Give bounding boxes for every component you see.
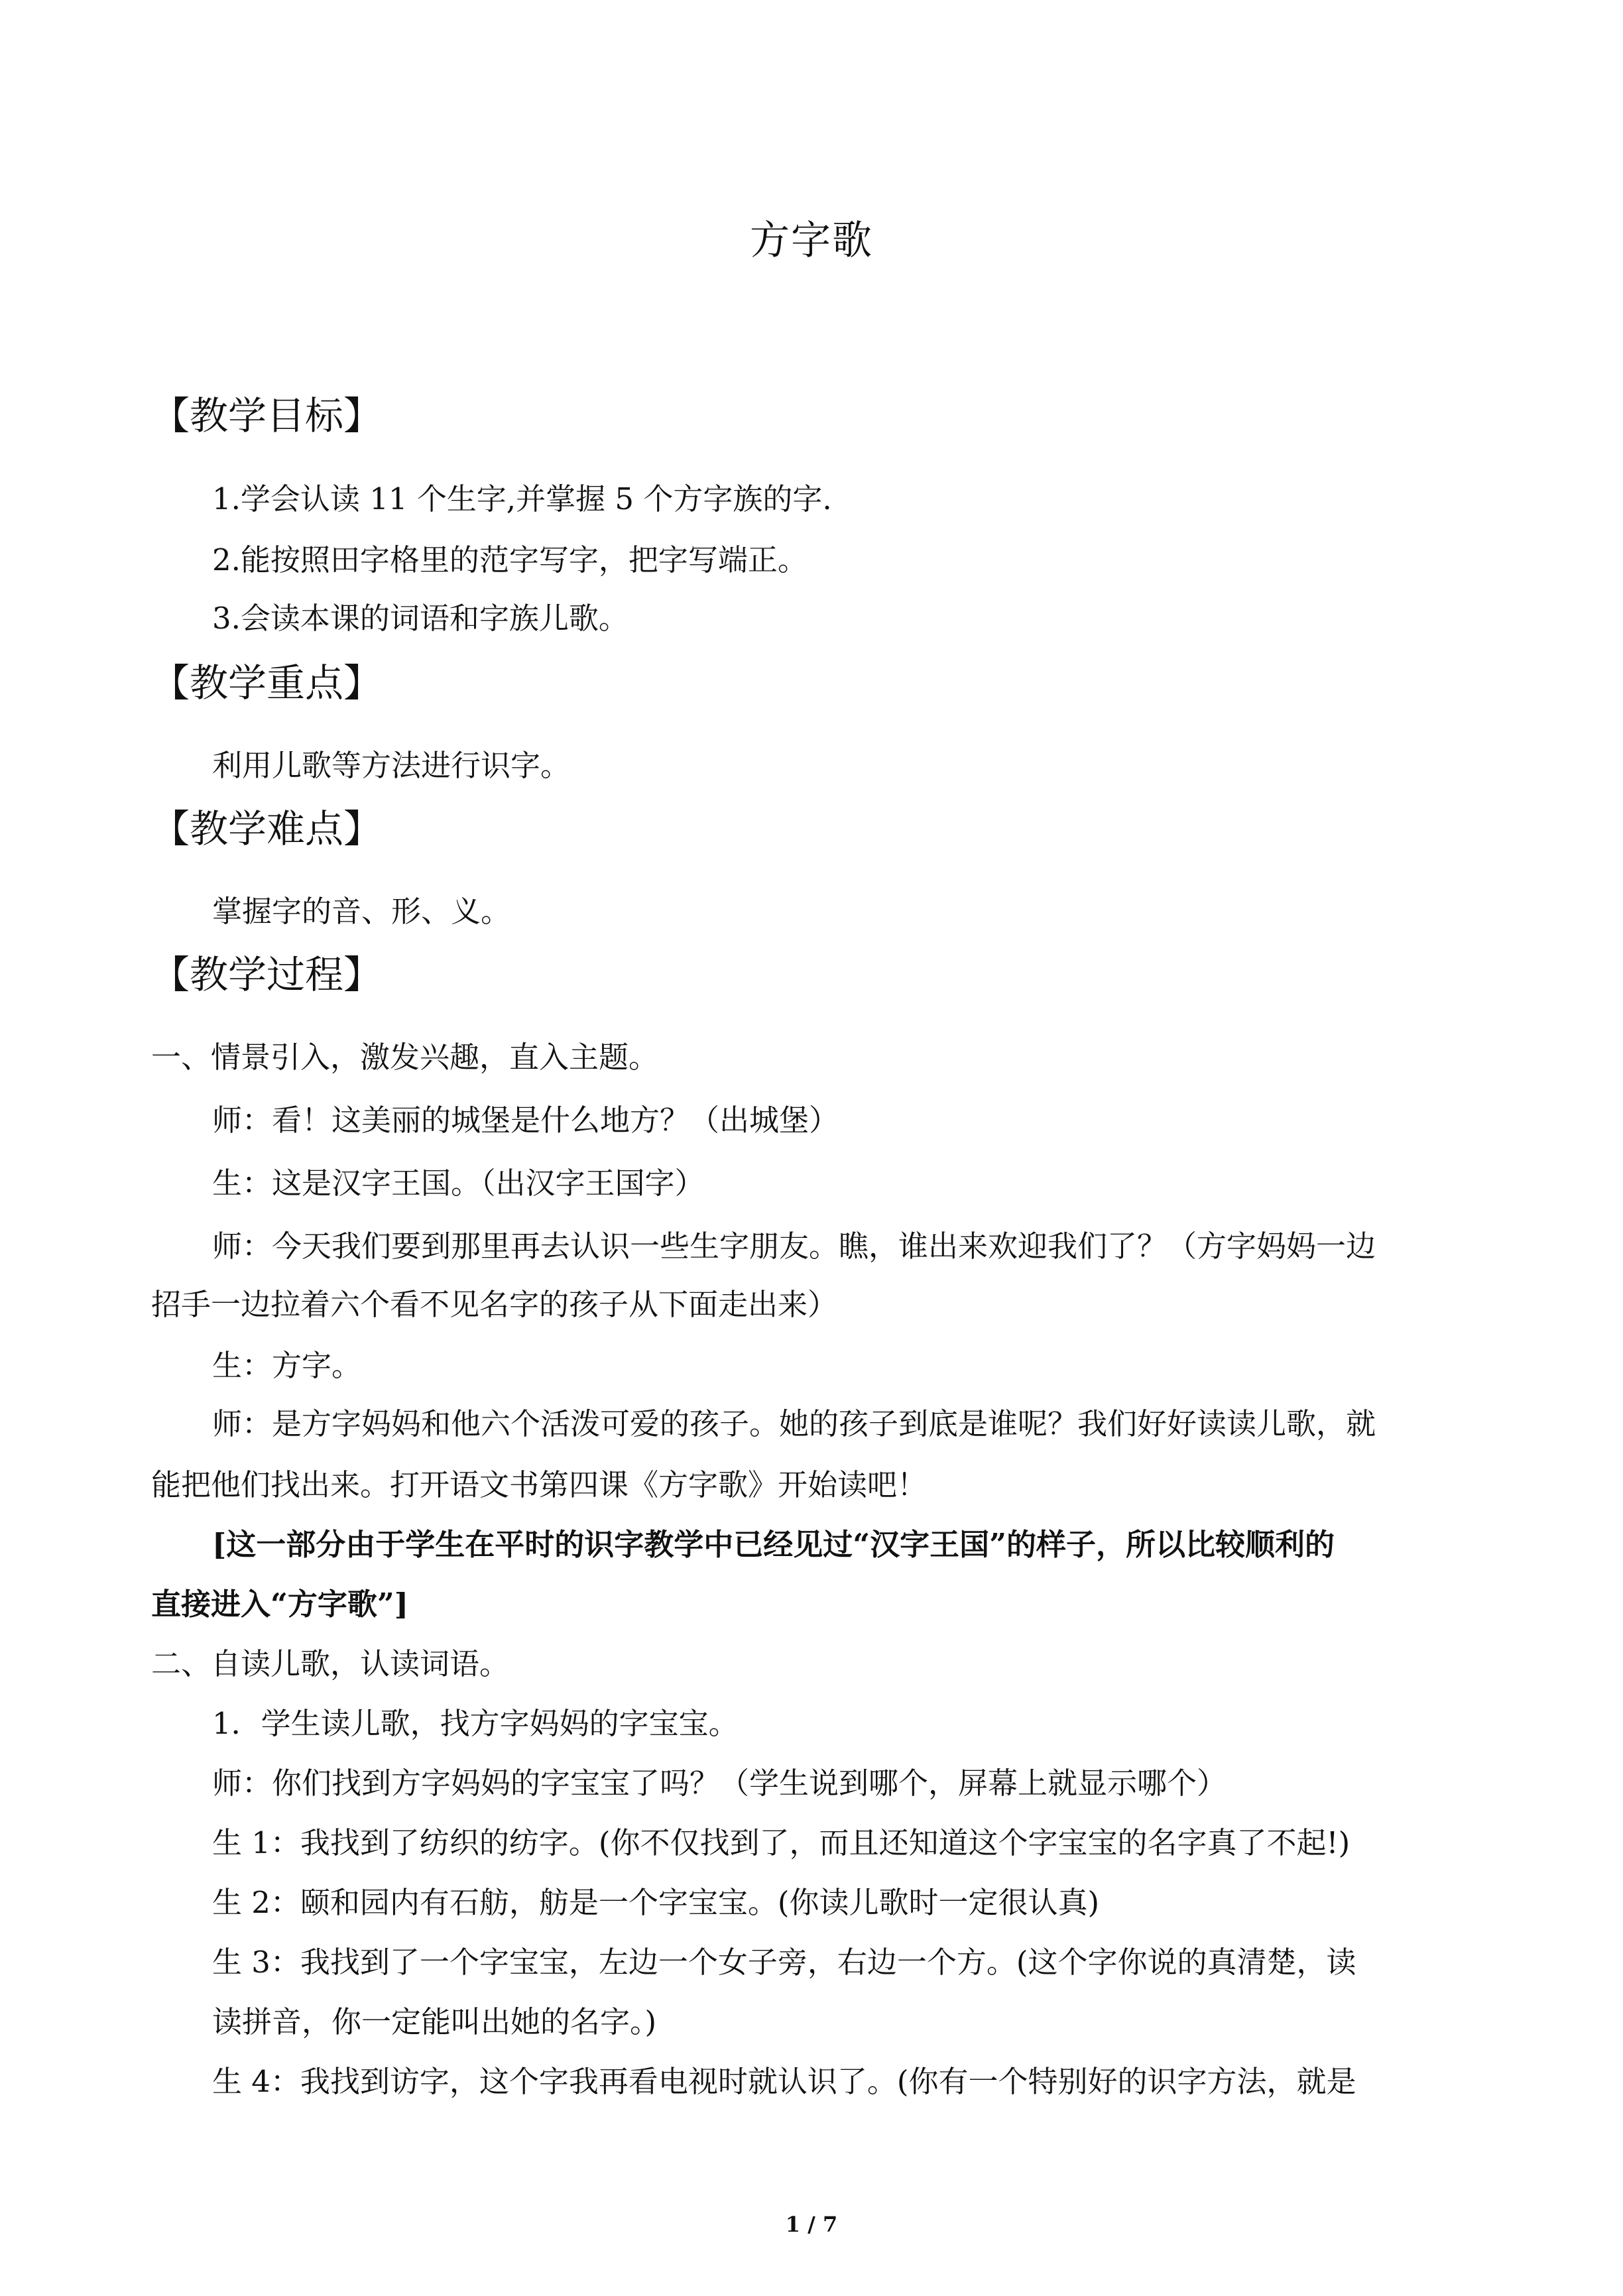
section-heading-difficulties: 【教学难点】	[151, 806, 383, 851]
process-line: 师：是方字妈妈和他六个活泼可爱的孩子。她的孩子到底是谁呢？我们好好读读儿歌，就	[212, 1406, 1376, 1441]
process-line: 生 2：颐和园内有石舫，舫是一个字宝宝。(你读儿歌时一定很认真)	[212, 1885, 1100, 1920]
process-line: 1．学生读儿歌，找方字妈妈的字宝宝。	[212, 1706, 739, 1741]
process-note: 直接进入“方字歌”]	[151, 1587, 409, 1622]
process-line: 能把他们找出来。打开语文书第四课《方字歌》开始读吧！	[151, 1467, 928, 1502]
process-line: 生 4：我找到访字，这个字我再看电视时就认识了。(你有一个特别好的识字方法，就是	[212, 2064, 1356, 2099]
process-line: 师：看！这美丽的城堡是什么地方？（出城堡）	[212, 1103, 839, 1138]
process-line: 生：这是汉字王国。（出汉字王国字）	[212, 1166, 705, 1201]
process-line: 一、情景引入，激发兴趣，直入主题。	[151, 1040, 659, 1075]
objective-item: 1.学会认读 11 个生字,并掌握 5 个方字族的字.	[212, 481, 832, 516]
difficulties-text: 掌握字的音、形、义。	[212, 894, 511, 929]
section-heading-key-points: 【教学重点】	[151, 660, 383, 705]
process-line: 生：方字。	[212, 1348, 362, 1383]
process-line: 师：你们找到方字妈妈的字宝宝了吗？（学生说到哪个，屏幕上就显示哪个）	[212, 1766, 1227, 1801]
objective-item: 3.会读本课的词语和字族儿歌。	[212, 601, 629, 636]
process-line: 二、自读儿歌，认读词语。	[151, 1646, 510, 1681]
process-line: 师：今天我们要到那里再去认识一些生字朋友。瞧，谁出来欢迎我们了？（方字妈妈一边	[212, 1229, 1376, 1264]
process-line: 读拼音，你一定能叫出她的名字。)	[212, 2004, 657, 2039]
objective-item: 2.能按照田字格里的范字写字，把字写端正。	[212, 542, 808, 577]
process-note: [这一部分由于学生在平时的识字教学中已经见过“汉字王国”的样子，所以比较顺利的	[212, 1527, 1335, 1562]
section-heading-objectives: 【教学目标】	[151, 393, 383, 438]
page-number: 1 / 7	[785, 2212, 838, 2237]
key-points-text: 利用儿歌等方法进行识字。	[212, 748, 571, 783]
process-line: 生 1：我找到了纺织的纺字。(你不仅找到了，而且还知道这个字宝宝的名字真了不起!)	[212, 1825, 1351, 1860]
process-line: 生 3：我找到了一个字宝宝，左边一个女子旁，右边一个方。(这个字你说的真清楚，读	[212, 1945, 1356, 1980]
process-line: 招手一边拉着六个看不见名字的孩子从下面走出来）	[151, 1287, 838, 1322]
document-title: 方字歌	[750, 217, 873, 264]
section-heading-process: 【教学过程】	[151, 952, 383, 997]
